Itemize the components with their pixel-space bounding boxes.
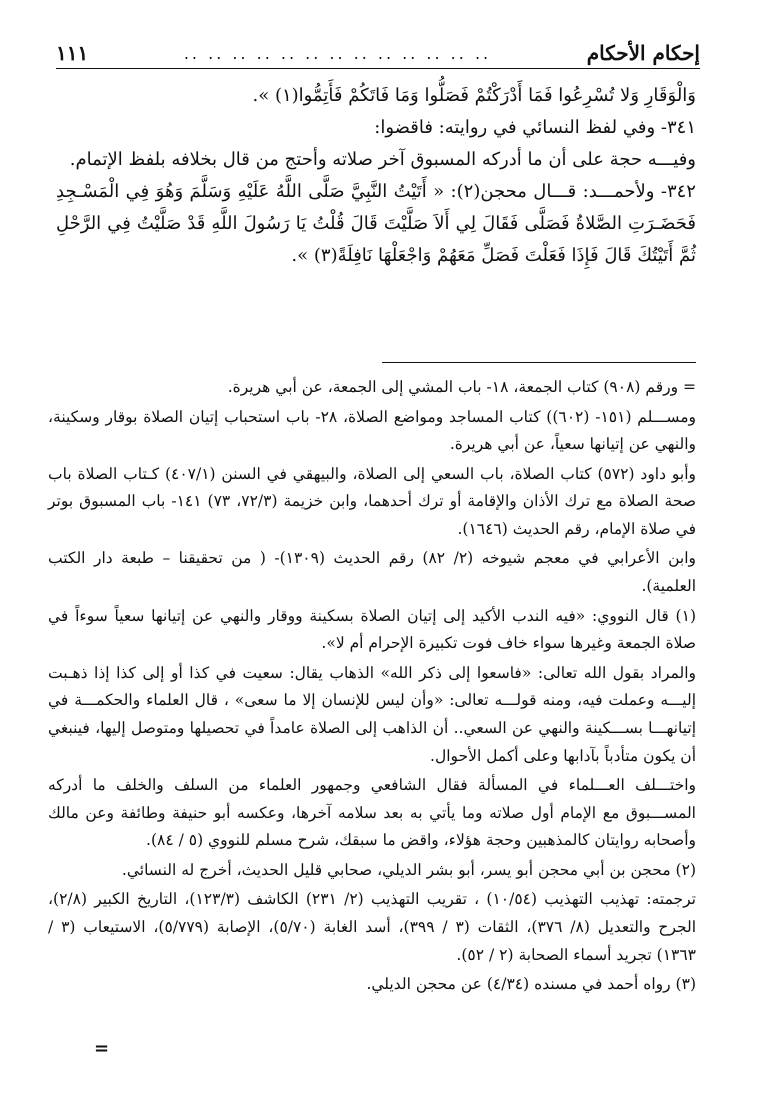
footnote-2-continued: ترجمته: تهذيب التهذيب (١٠/٥٤) ، تقريب التهذيب (٢/ ٢٣١) الكاشف (١٢٣/٣)، التاريخ الكبير (٢/٨)، الجرح والتعديل (٨/ ٣٧٦)، الثقات (٣ / ٣٩٩)، أسد الغابة (٥/٧٠)، الإصابة (٥/٧٧٩)، الاستيعاب (٣ / ١٣٦٣) تجريد أسماء الصحابة (٢ / ٥٢).: [48, 890, 697, 964]
commentary-paragraph: وفيـــه حجة على أن ما أدركه المسبوق آخر صلاته وأحتج من قال بخلافه بلفظ الإتمام.: [69, 149, 696, 171]
hadith-342: ٣٤٢- ولأحمـــد: قـــال محجن(٢): « أَتَيْتُ النَّبِيَّ صَلَّى اللَّهُ عَلَيْهِ وَسَلَّمَ وَهُوَ فِي الْمَسْـجِدِ فَحَضَـرَتِ الصَّلاةُ فَصَلَّى فَقَالَ لِي أَلاَ صَلَّيْتَ قَالَ قُلْتُ يَا رَسُولَ اللَّهِ قَدْ صَلَّيْتُ فِي الرَّحْلِ ثُمَّ أَتَيْتُكَ قَالَ فَإِذَا فَعَلْتَ فَصَلِّ مَعَهُمْ وَاجْعَلْهَا نَافِلَةً(٣) ».: [56, 181, 696, 267]
footnote-3: (٣) رواه أحمد في مسنده (٤/٣٤) عن محجن الديلي.: [366, 975, 696, 994]
footnote-separator: [382, 362, 696, 363]
page-header: [56, 38, 700, 69]
hadith-continuation: وَالْوَقَارِ وَلا تُسْرِعُوا فَمَا أَدْرَكْتُمْ فَصَلُّوا وَمَا فَاتَكُمْ فَأَتِمُّوا(١) ».: [252, 85, 696, 106]
main-text: [56, 80, 696, 272]
footnote-1-continued: واختـــلف العـــلماء في المسألة فقال الشافعي وجمهور العلماء من السلف والخلف ما أدركه المســـبوق مع الإمام أول صلاته وما يأتي به بعد سلامه آخرها، وعكسه أبو حنيفة وطائفة وعن مالك وأصحابه روايتان كالمذهبين وحجة هؤلاء، واقض ما سبقك، شرح مسلم للنووي (٥ / ٨٤).: [48, 776, 696, 850]
footnote-line: ومســـلم (١٥١- (٦٠٢)) كتاب المساجد ومواضع الصلاة، ٢٨- باب استحباب إتيان الصلاة بوقار وسكينة، والنهي عن إتيانها سعياً، عن أبي هريرة.: [48, 407, 696, 454]
footnotes: [48, 374, 696, 1001]
page-number: ١١١: [56, 41, 89, 65]
running-title: إحكام الأحكام: [586, 41, 700, 65]
continuation-mark: =: [94, 1038, 110, 1059]
footnote-1-continued: والمراد بقول الله تعالى: «فاسعوا إلى ذكر الله» الذهاب يقال: سعيت في كذا أو إلى كذا إذا ذهـبت إليـــه وعملت فيه، ومنه قولـــه تعالى: «وأن ليس للإنسان إلا ما سعى» ، قال العلماء والحكمـــة في إتيانهـــا بســـكينة والنهي عن السعي.. أن الذاهب إلى الصلاة عامداً في تحصيلها ومتوصل إليها، فينبغي أن يكون متأدباً بآدابها وعلى أكمل الأحوال.: [48, 663, 696, 765]
footnote-line: وأبو داود (٥٧٢) كتاب الصلاة، باب السعي إلى الصلاة، والبيهقي في السنن (٤٠٧/١) كـتاب الصلاة باب صحة الصلاة مع ترك الأذان والإقامة أو ترك أحدهما، وابن خزيمة (٧٢/٣، ٧٣) ١٤١- باب المسبوق بوتر في صلاة الإمام، رقم الحديث (١٦٤٦).: [48, 464, 696, 538]
footnote-2: (٢) محجن بن أبي محجن أبو يسر، أبو بشر الديلي، صحابي قليل الحديث، أخرج له النسائي.: [121, 860, 696, 879]
header-dot-leader: .. .. .. .. .. .. .. .. .. .. .. .. ..: [183, 43, 492, 63]
footnote-line: = ورقم (٩٠٨) كتاب الجمعة، ١٨- باب المشي إلى الجمعة، عن أبي هريرة.: [227, 378, 696, 396]
footnote-1: (١) قال النووي: «فيه الندب الأكيد إلى إتيان الصلاة بسكينة ووقار والنهي عن إتيانها سعياً سوءاً في صلاة الجمعة وغيرها سواء خاف فوت تكبيرة الإحرام أم لا».: [48, 606, 696, 653]
footnote-line: وابن الأعرابي في معجم شيوخه (٢/ ٨٢) رقم الحديث (١٣٠٩)- ( من تحقيقنا – طبعة دار الكتب العلمية).: [48, 549, 696, 596]
hadith-341: ٣٤١- وفي لفظ النسائي في روايته: فاقضوا:: [374, 117, 696, 139]
